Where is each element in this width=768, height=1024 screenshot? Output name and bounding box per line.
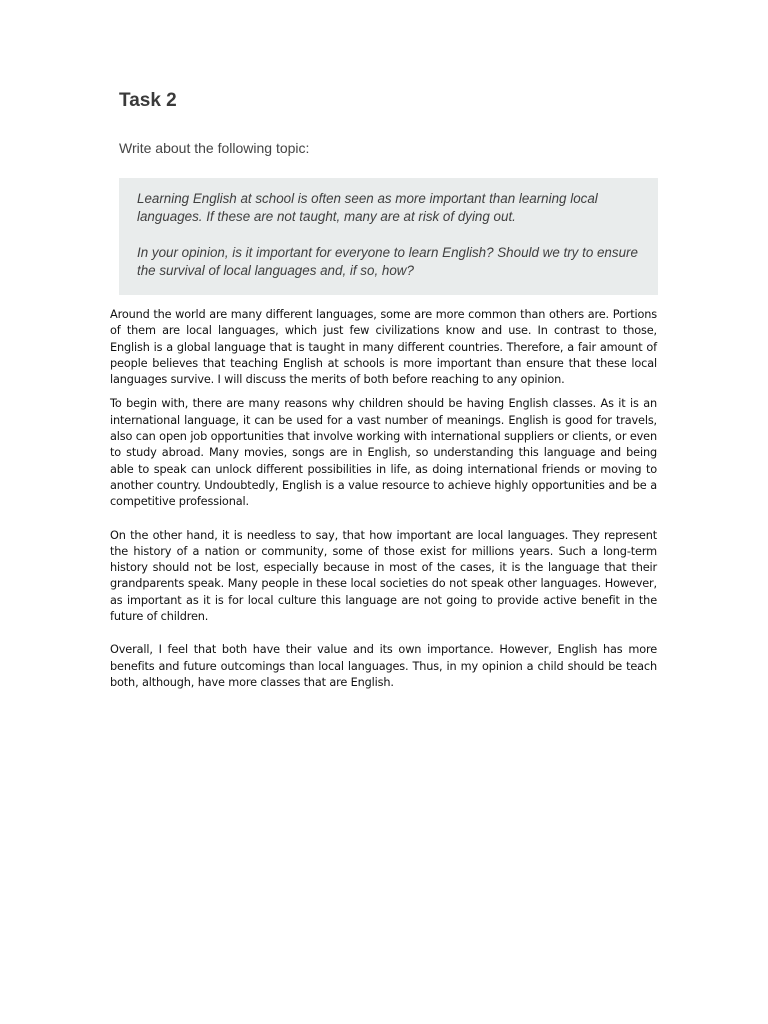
essay-paragraph-introduction: Around the world are many different languages, some are more common than others are. Portions of them are local languages, which just few civilizations know and use. In contrast to those, English is a global language that is taught in many different countries. Therefore, a fair amount of people believes that teaching English at schools is more important than ensure that these local languages survive. I will discuss the merits of both before reaching to any opinion. bbox=[110, 308, 657, 387]
essay-paragraph-english-benefits: To begin with, there are many reasons why children should be having English classes. As it is an international language, it can be used for a vast number of meanings. English is good for travels, also can open job opportunities that involve working with international suppliers or clients, or even to study abroad. Many movies, songs are in English, so understanding this language and being able to speak can unlock different possibilities in life, as doing international friends or moving to another country. Undoubtedly, English is a value resource to achieve highly opportunities and be a competitive professional. bbox=[110, 397, 657, 509]
task-instruction: Write about the following topic: bbox=[119, 140, 310, 156]
essay-paragraph-conclusion: Overall, I feel that both have their value and its own importance. However, English has more benefits and future outcomings than local languages. Thus, in my opinion a child should be teach both, although, have more classes that are English. bbox=[110, 643, 657, 689]
essay-body bbox=[110, 307, 657, 691]
prompt-statement: Learning English at school is often seen as more important than learning local languages. If these are not taught, many are at risk of dying out. bbox=[137, 191, 598, 224]
prompt-box bbox=[119, 178, 658, 295]
essay-paragraph-local-languages: On the other hand, it is needless to say, that how important are local languages. They represent the history of a nation or community, some of those exist for millions years. Such a long-term history should not be lost, especially because in most of the cases, it is the language that their grandparents speak. Many people in these local societies do not speak other languages. However, as important as it is for local culture this language are not going to provide active benefit in the future of children. bbox=[110, 528, 657, 624]
prompt-question: In your opinion, is it important for everyone to learn English? Should we try to ensure the survival of local languages and, if so, how? bbox=[137, 245, 638, 278]
task-title: Task 2 bbox=[119, 90, 177, 111]
